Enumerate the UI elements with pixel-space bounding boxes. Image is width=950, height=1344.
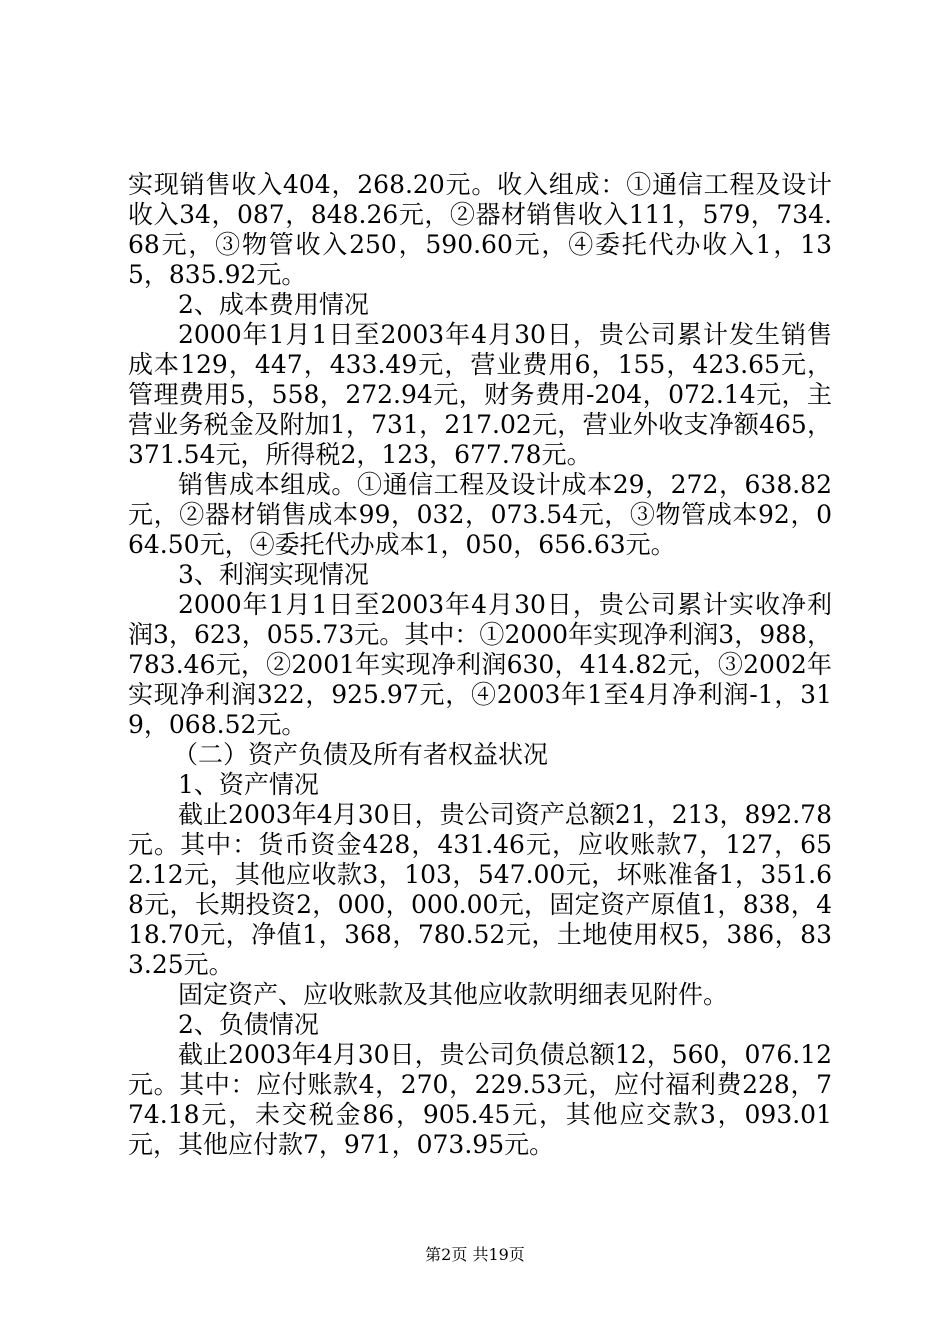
paragraph-profit: 2000年1月1日至2003年4月30日，贵公司累计实收净利润3，623，055.73元。其中：①2000年实现净利润3，988，783.46元，②2001年实现净利润630，414.82元，③2002年实现净利润322，925.97元，④2003年1至4月净利润-1，319，068.52元。 — [128, 590, 832, 739]
paragraph-assets: 截止2003年4月30日，贵公司资产总额21，213，892.78元。其中：货币资金428，431.46元，应收账款7，127，652.12元，其他应收款3，103，547.00元，坏账准备1，351.68元，长期投资2，000，000.00元，固定资产原值1，838，418.70元，净值1，368，780.52元，土地使用权5，386，833.25元。 — [128, 800, 832, 979]
paragraph-liabilities: 截止2003年4月30日，贵公司负债总额12，560，076.12元。其中：应付账款4，270，229.53元，应付福利费228，774.18元，未交税金86，905.45元，其他应交款3，093.01元，其他应付款7，971，073.95元。 — [128, 1040, 832, 1159]
heading-profit: 3、利润实现情况 — [178, 560, 369, 589]
paragraph-sales-cost-composition: 销售成本组成。①通信工程及设计成本29，272，638.82元，②器材销售成本99，032，073.54元，③物管成本92，064.50元，④委托代办成本1，050，656.63元。 — [128, 470, 832, 559]
heading-assets: 1、资产情况 — [178, 770, 319, 799]
document-body — [128, 170, 832, 1160]
paragraph-revenue-composition: 实现销售收入404，268.20元。收入组成：①通信工程及设计收入34，087，848.26元，②器材销售收入111，579，734.68元，③物管收入250，590.60元，④委托代办收入1，135，835.92元。 — [128, 170, 832, 289]
heading-liabilities: 2、负债情况 — [178, 1010, 319, 1039]
heading-cost-expense: 2、成本费用情况 — [178, 290, 369, 319]
paragraph-cost-expense: 2000年1月1日至2003年4月30日，贵公司累计发生销售成本129，447，433.49元，营业费用6，155，423.65元，管理费用5，558，272.94元，财务费用-204，072.14元，主营业务税金及附加1，731，217.02元，营业外收支净额465，371.54元，所得税2，123，677.78元。 — [128, 320, 832, 469]
paragraph-attachment-note: 固定资产、应收账款及其他应收款明细表见附件。 — [178, 980, 729, 1009]
heading-assets-liabilities-equity: （二）资产负债及所有者权益状况 — [173, 740, 549, 769]
page-number: 第2页 共19页 — [425, 1245, 525, 1264]
